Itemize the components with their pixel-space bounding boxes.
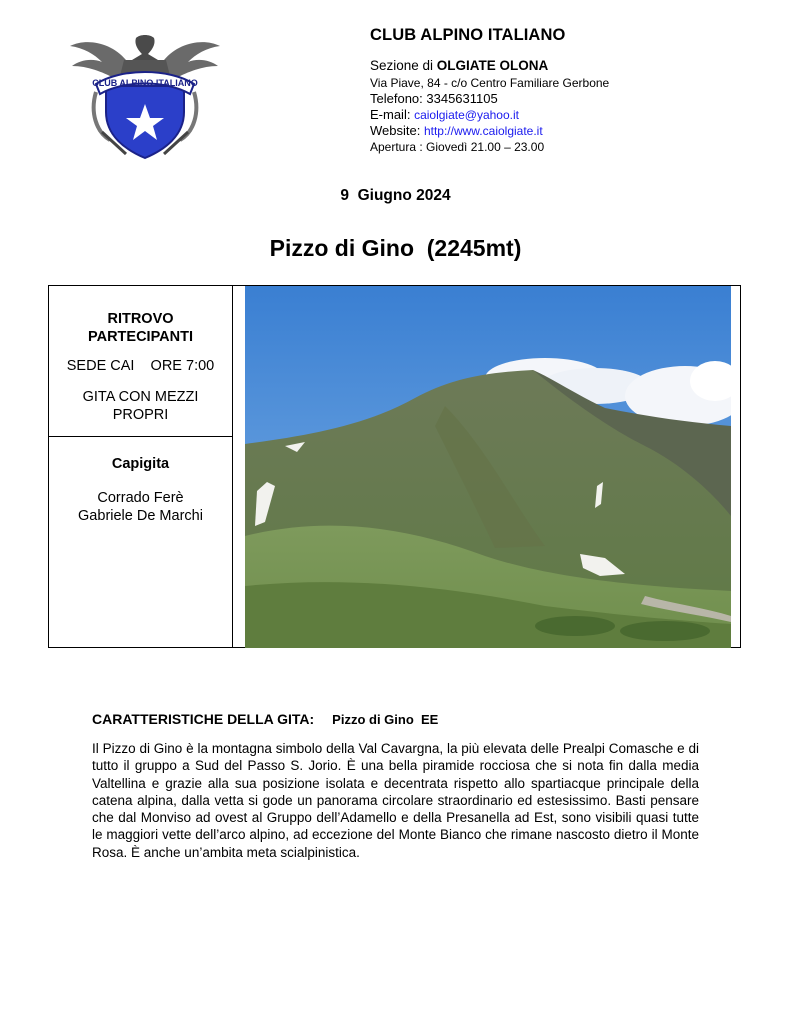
website-label: Website: bbox=[370, 123, 424, 138]
leaders-heading: Capigita bbox=[111, 456, 170, 472]
leaders-list bbox=[49, 489, 232, 525]
meeting-heading-line2: PARTECIPANTI bbox=[88, 329, 193, 345]
meeting-cell bbox=[49, 286, 232, 436]
mountain-landscape-image bbox=[245, 286, 731, 648]
features-heading: CARATTERISTICHE DELLA GITA: bbox=[92, 711, 315, 727]
email-link[interactable]: caiolgiate@yahoo.it bbox=[414, 108, 519, 122]
table-column-divider bbox=[232, 286, 233, 647]
event-title: Pizzo di Gino (2245mt) bbox=[269, 235, 522, 261]
description-paragraph: Il Pizzo di Gino è la montagna simbolo della Val Cavargna, la più elevata delle Prealpi Comasche e di tutto il gruppo a Sud del Passo S. Jorio. È una bella piramide rocciosa che si nota fin dalla media Valtellina e grazie alla sua posizione isolata e decentrata rispetto allo spartiacque principale della catena alpina, dalla vetta si gode un panorama circolare straordinario ed estesissimo. Basti pensare che dal Monviso ad ovest al Gruppo dell’Adamello e della Presanella ad Est, sono visibili quasi tutte le maggiori vette dell’arco alpino, ad eccezione del Monte Bianco che rimane nascosto dietro il Monte Rosa. È anche un’ambita meta scialpinistica. bbox=[92, 741, 699, 860]
transport-note bbox=[49, 388, 232, 424]
meeting-heading bbox=[49, 310, 232, 346]
cai-eagle-shield-logo-icon bbox=[66, 32, 224, 164]
transport-line2: PROPRI bbox=[112, 407, 169, 423]
section-name: OLGIATE OLONA bbox=[436, 58, 549, 73]
features-heading-line bbox=[92, 711, 438, 727]
opening-hours: Apertura : Giovedì 21.00 – 23.00 bbox=[370, 140, 545, 154]
cai-logo bbox=[66, 32, 224, 164]
section-line bbox=[370, 58, 548, 74]
features-subtitle: Pizzo di Gino EE bbox=[332, 712, 439, 727]
mountain-photo bbox=[245, 286, 731, 648]
section-prefix: Sezione di bbox=[370, 58, 437, 73]
website-line bbox=[370, 123, 543, 139]
club-name: CLUB ALPINO ITALIANO bbox=[370, 26, 566, 44]
transport-line1: GITA CON MEZZI bbox=[82, 389, 199, 405]
info-table bbox=[48, 285, 741, 648]
meeting-place-time: SEDE CAI ORE 7:00 bbox=[66, 358, 215, 374]
leader-name: Corrado Ferè bbox=[97, 490, 184, 506]
event-date: 9 Giugno 2024 bbox=[340, 187, 451, 204]
leaders-cell bbox=[49, 437, 232, 648]
website-link[interactable]: http://www.caiolgiate.it bbox=[423, 124, 543, 138]
leader-name: Gabriele De Marchi bbox=[78, 508, 203, 524]
email-line bbox=[370, 107, 519, 123]
meeting-heading-line1: RITROVO bbox=[107, 311, 174, 327]
svg-text:CLUB ALPINO ITALIANO: CLUB ALPINO ITALIANO bbox=[92, 78, 198, 88]
phone: Telefono: 3345631105 bbox=[370, 91, 498, 106]
address: Via Piave, 84 - c/o Centro Familiare Gerbone bbox=[370, 76, 610, 90]
email-label: E-mail: bbox=[370, 107, 415, 122]
